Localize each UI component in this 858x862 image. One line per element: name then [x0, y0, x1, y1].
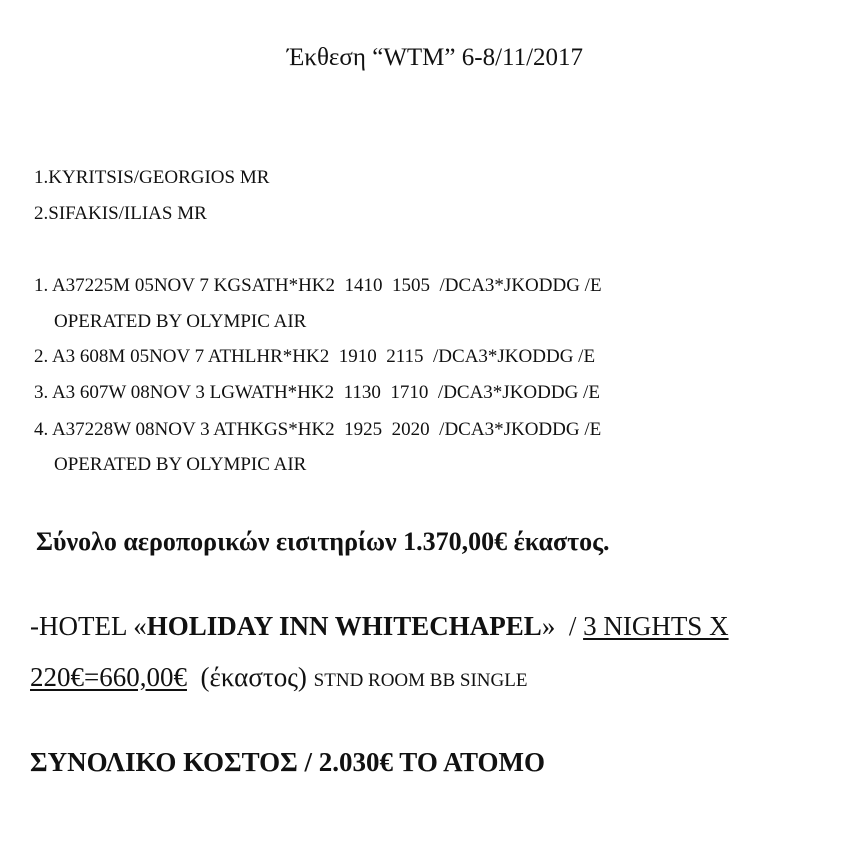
passenger-1: 1.KYRITSIS/GEORGIOS MR	[34, 167, 270, 188]
flight-segment-1: 1. A37225M 05NOV 7 KGSATH*HK2 1410 1505 /DCA3*JKODDG /E	[34, 275, 602, 296]
hotel-suffix: » /	[541, 611, 584, 641]
document-title: Έκθεση “WTM” 6-8/11/2017	[287, 44, 584, 71]
hotel-price-line	[30, 664, 527, 691]
flight-segment-3: 3. A3 607W 08NOV 3 LGWATH*HK2 1130 1710 /DCA3*JKODDG /E	[34, 382, 600, 403]
hotel-room-type: STND ROOM BB SINGLE	[313, 670, 528, 691]
hotel-prefix: -HOTEL «	[30, 611, 147, 641]
air-ticket-total: Σύνολο αεροπορικών εισιτηρίων 1.370,00€ έκαστος.	[36, 527, 610, 556]
hotel-name: HOLIDAY INN WHITECHAPEL	[146, 611, 542, 641]
hotel-price: 220€=660,00€	[30, 662, 187, 692]
flight-segment-2: 2. A3 608M 05NOV 7 ATHLHR*HK2 1910 2115 /DCA3*JKODDG /E	[34, 346, 596, 367]
passenger-2: 2.SIFAKIS/ILIAS MR	[34, 203, 207, 224]
hotel-each: (έκαστος)	[200, 662, 307, 692]
flight-segment-4-operator: OPERATED BY OLYMPIC AIR	[54, 454, 307, 475]
grand-total: ΣΥΝΟΛΙΚΟ ΚΟΣΤΟΣ / 2.030€ ΤΟ ΑΤΟΜΟ	[30, 747, 545, 777]
flight-segment-1-operator: OPERATED BY OLYMPIC AIR	[54, 311, 307, 332]
flight-segment-4: 4. A37228W 08NOV 3 ATHKGS*HK2 1925 2020 /DCA3*JKODDG /E	[34, 419, 602, 440]
hotel-line	[30, 613, 729, 640]
hotel-nights: 3 NIGHTS X	[583, 611, 729, 641]
